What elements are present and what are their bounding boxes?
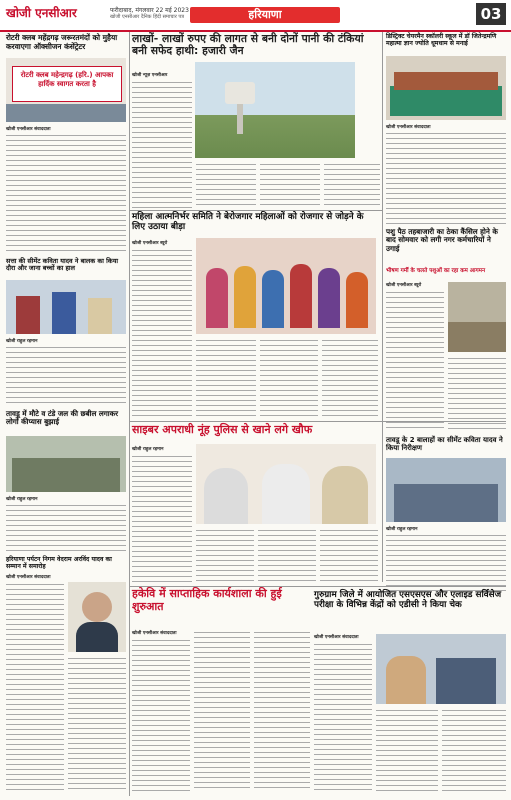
story-body: [132, 454, 192, 584]
story-byline: खोजी एनसीआर ब्यूरो: [386, 283, 422, 288]
section-rule: [130, 421, 506, 422]
page-number: 03: [476, 3, 506, 25]
story-byline: खोजी एनसीआर संवाददाता: [386, 125, 431, 130]
column-rule: [382, 32, 383, 582]
section-rule: [130, 210, 382, 211]
story-byline: खोजी राहुल रहमान: [6, 497, 38, 502]
story-byline: खोजी न्यूज़ एनसीआर: [132, 73, 168, 78]
story-headline: तावडू के 2 बालाहों का सीमेंट कविता यादव ने किया निरीक्षण: [386, 436, 503, 453]
story-body: [6, 503, 126, 551]
story-photo: [376, 634, 506, 704]
story-photo: [6, 280, 126, 334]
story-photo: [195, 62, 355, 158]
story-byline: खोजी राहुल रहमान: [6, 339, 38, 344]
story-headline: सत्ता की सीमेंट कविता यादव ने बालक का किया दौरा और जाना बच्चों का हाल: [6, 257, 119, 273]
section-rule: [130, 586, 506, 587]
story-photo: [386, 56, 506, 120]
story-byline: खोजी एनसीआर ब्यूरो: [132, 241, 168, 246]
water-tank: [225, 82, 255, 104]
story-photo: [6, 436, 126, 492]
story-subhead: भीषण गर्मी के चलते पशुओं का रहा कम आगमन: [386, 268, 486, 274]
story-body: [260, 162, 320, 208]
story-headline: साइबर अपराधी नूंह पुलिस से खाने लगे खौफ: [132, 423, 313, 436]
story-byline: खोजी एनसीआर संवाददाता: [6, 127, 51, 132]
story-body: [314, 642, 372, 792]
story-photo: [386, 458, 506, 522]
column-rule: [129, 32, 130, 796]
story-headline: पशु पैठ तहबाजारी का ठेका कैंसिल होने के बाद सोमवार को लगी नगर कर्मचारियों ने उगाई: [386, 227, 498, 253]
portrait: [82, 592, 112, 622]
story-headline: तावडू में मौटे व टंडे जल की छबील लगाकर लोगों कीप्यास बुझाई: [6, 409, 119, 427]
story-headline: डिस्ट्रिक्ट चेयरमैन स्कॉलरी स्कूल में डॉ जितेन्द्रमणि महात्मा ज्ञान ज्योति धूमधाम से मनाई: [386, 33, 497, 48]
story-body: [260, 338, 318, 418]
paper-name: खोजी एनसीआर: [6, 6, 77, 20]
story-photo: [196, 444, 376, 524]
banner-text: रोटरी क्लब महेन्द्रगढ़ (हरि.) आपका हार्दिक स्वागत करता है: [20, 71, 114, 88]
edition-line: खोजी एनसीआर दैनिक हिंदी समाचार पत्र: [110, 14, 184, 20]
story-headline: गुरुग्राम जिले में आयोजित एसएसएस और एलाइड सर्विसेज परीक्षा के विभिन्न केंद्रों को एडीसी ने किया चेक: [314, 590, 502, 611]
story-byline: खोजी एनसीआर संवाददाता: [6, 575, 51, 580]
dateline: फरीदाबाद, मंगलवार 22 मई 2023: [110, 7, 189, 14]
story-headline: हकेवि में साप्ताहिक कार्यशाला की हुई शुरुआत: [132, 587, 282, 613]
story-byline: खोजी राहुल रहमान: [386, 527, 418, 532]
story-body: [132, 638, 190, 792]
story-body: [196, 338, 256, 418]
story-body: [6, 345, 126, 405]
story-headline: महिला आत्मनिर्भर समिति ने बेरोजगार महिलाओं को रोजगार से जोड़ने के लिए उठाया बीड़ा: [132, 212, 364, 233]
story-byline: खोजी एनसीआर संवाददाता: [132, 631, 177, 636]
story-headline: रोटरी क्लब महेंद्रगढ़ जरूरतमंदों को मुहैया करवाएगा ऑक्सीजन कंसेंट्रेटर: [6, 33, 118, 51]
story-body: [6, 133, 126, 253]
banner: [12, 66, 122, 102]
story-body: [6, 582, 64, 792]
story-body: [386, 533, 506, 591]
story-body: [448, 356, 506, 430]
story-byline: खोजी राहुल रहमान: [132, 447, 164, 452]
story-body: [320, 528, 378, 584]
story-body: [442, 708, 506, 792]
section-label: हरियाणा: [190, 7, 340, 23]
story-body: [254, 630, 310, 792]
story-headline: लाखों- लाखों रुपए की लागत से बनी दोनों पानी की टंकियां बनी सफेद हाथी: हजारी जैन: [132, 32, 364, 58]
story-photo: [196, 238, 376, 334]
story-body: [132, 80, 192, 208]
story-photo: [448, 282, 506, 352]
story-body: [196, 528, 254, 584]
story-body: [132, 248, 192, 418]
story-body: [322, 338, 378, 418]
story-body: [324, 162, 380, 208]
story-photo: [6, 58, 126, 122]
story-headline: हरियाणा पर्यटन निगम वेदराम अरविंद यादव का सम्मान में समारोह: [6, 556, 112, 571]
story-byline: खोजी एनसीआर संवाददाता: [314, 635, 359, 640]
story-body: [386, 131, 506, 225]
story-body: [258, 528, 316, 584]
story-photo: [68, 582, 126, 652]
story-body: [68, 656, 126, 792]
story-body: [194, 630, 250, 792]
story-body: [196, 162, 256, 208]
story-body: [386, 290, 444, 430]
story-body: [376, 708, 438, 792]
